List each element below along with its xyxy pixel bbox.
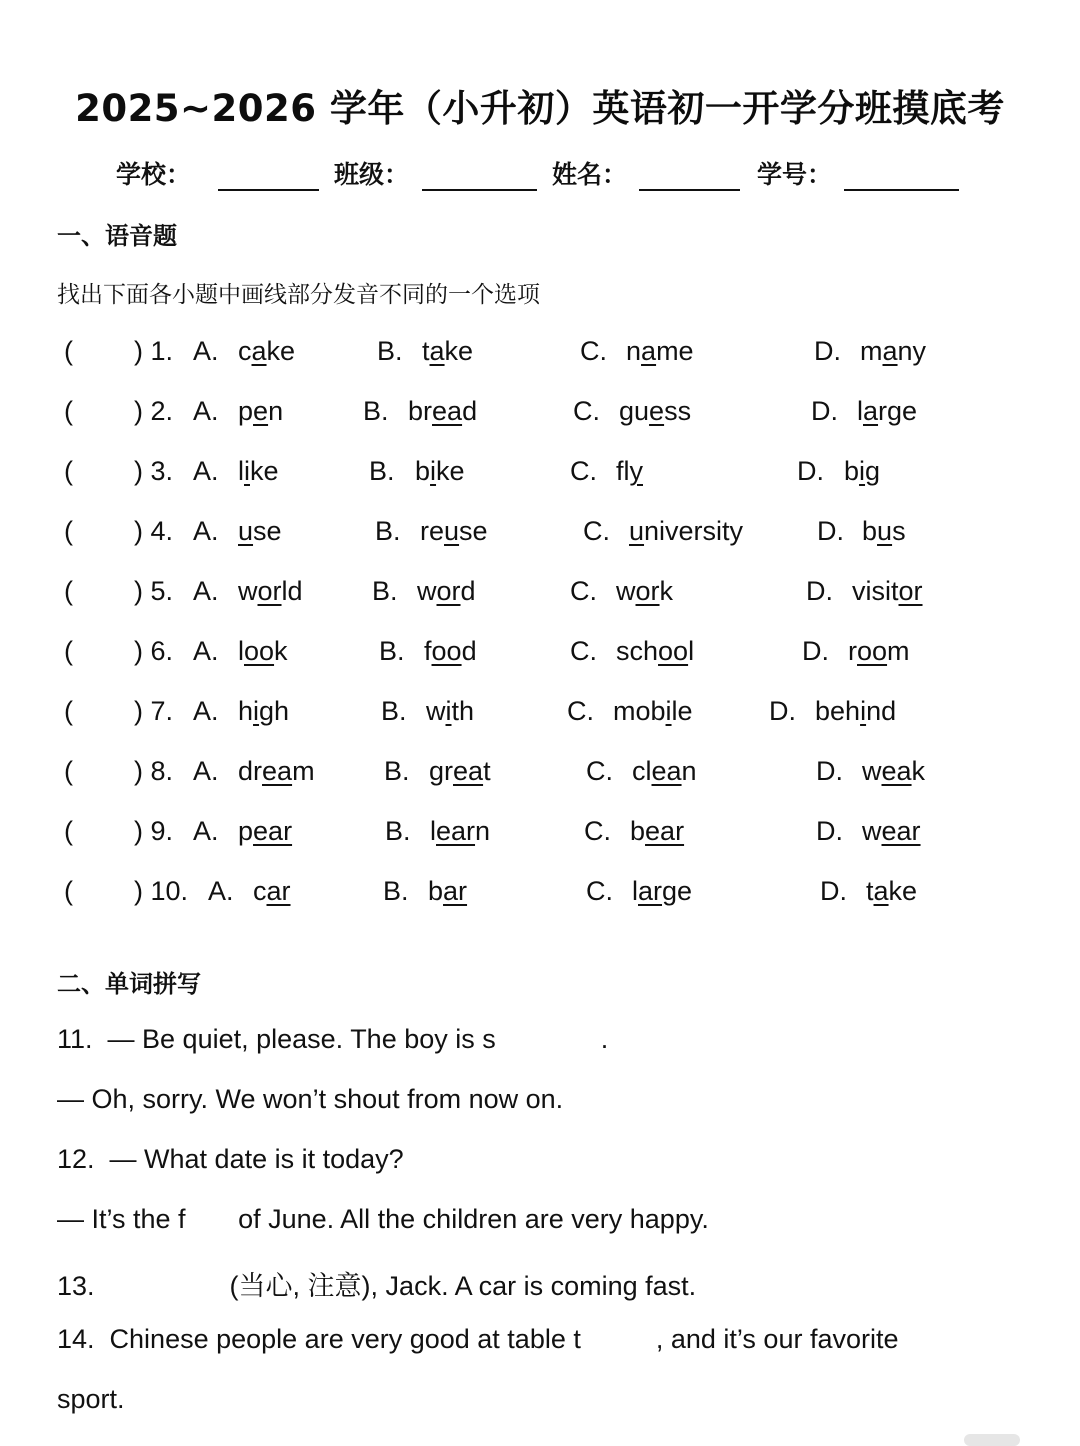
word-suffix: k: [274, 636, 288, 666]
option-word: [430, 816, 490, 847]
word-prefix: w: [417, 576, 437, 606]
word-suffix: me: [656, 336, 694, 366]
word-prefix: b: [415, 456, 431, 486]
spelling-line: 11. — Be quiet, please. The boy is s .: [57, 1024, 609, 1054]
underlined-letters: ea: [432, 396, 463, 426]
answer-bracket[interactable]: (: [64, 396, 73, 426]
underlined-letters: or: [635, 576, 660, 606]
option-letter: B.: [384, 756, 410, 786]
option-letter: B.: [379, 636, 405, 666]
word-prefix: f: [424, 636, 432, 666]
underlined-letters: ar: [638, 876, 663, 906]
option-letter: C.: [567, 696, 594, 726]
name-blank[interactable]: [639, 189, 740, 191]
answer-bracket[interactable]: (: [64, 636, 73, 666]
question-number: ) 9.: [134, 816, 174, 846]
question-number: ) 1.: [134, 336, 174, 366]
option-letter: B.: [372, 576, 398, 606]
word-prefix: gu: [619, 396, 650, 426]
option-letter: A.: [193, 396, 219, 426]
word-suffix: d: [460, 576, 476, 606]
answer-bracket[interactable]: (: [64, 336, 73, 366]
name-label: 姓名：: [552, 160, 628, 189]
option-word: [632, 756, 697, 787]
underlined-letters: ea: [651, 756, 682, 786]
scroll-indicator[interactable]: [964, 1434, 1020, 1446]
word-prefix: t: [866, 876, 874, 906]
option-word: [253, 876, 291, 907]
spelling-line: 14. Chinese people are very good at table t , and it’s our favorite: [57, 1324, 899, 1354]
option-letter: C.: [573, 396, 600, 426]
option-letter: B.: [377, 336, 403, 366]
spelling-line: 13. (当心, 注意), Jack. A car is coming fast.: [57, 1271, 697, 1301]
question-row: [0, 756, 1080, 796]
underlined-letters: ear: [436, 816, 476, 846]
option-letter: A.: [193, 816, 219, 846]
option-word: [815, 696, 896, 727]
word-suffix: se: [253, 516, 282, 546]
word-prefix: l: [857, 396, 863, 426]
question-number: ) 10.: [134, 876, 189, 906]
word-prefix: l: [238, 636, 244, 666]
option-letter: D.: [811, 396, 838, 426]
option-letter: D.: [816, 816, 843, 846]
word-suffix: d: [462, 396, 478, 426]
underlined-letters: a: [882, 336, 898, 366]
word-prefix: b: [862, 516, 878, 546]
word-suffix: k: [911, 756, 926, 786]
answer-bracket[interactable]: (: [64, 576, 73, 606]
option-word: [238, 456, 279, 487]
word-suffix: th: [451, 696, 475, 726]
underlined-letters: i: [665, 696, 672, 726]
word-suffix: d: [461, 636, 477, 666]
option-letter: A.: [193, 336, 219, 366]
word-prefix: r: [848, 636, 857, 666]
option-word: [422, 336, 473, 367]
spelling-line: — It’s the f of June. All the children are very happy.: [57, 1204, 709, 1234]
word-prefix: w: [426, 696, 446, 726]
word-prefix: c: [238, 336, 252, 366]
word-prefix: w: [238, 576, 258, 606]
question-row: [0, 876, 1080, 916]
option-letter: C.: [570, 576, 597, 606]
section-1-instruction: 找出下面各小题中画线部分发音不同的一个选项: [57, 282, 540, 308]
question-number: ) 5.: [134, 576, 174, 606]
word-suffix: ss: [664, 396, 692, 426]
option-word: [632, 876, 692, 907]
option-word: [862, 816, 921, 847]
word-prefix: p: [238, 816, 254, 846]
underlined-letters: e: [649, 396, 665, 426]
option-word: [426, 696, 474, 727]
option-word: [238, 516, 282, 547]
underlined-letters: i: [859, 456, 866, 486]
word-suffix: ge: [662, 876, 693, 906]
option-word: [238, 336, 295, 367]
option-letter: A.: [193, 576, 219, 606]
answer-bracket[interactable]: (: [64, 696, 73, 726]
word-prefix: b: [844, 456, 860, 486]
question-number: ) 7.: [134, 696, 174, 726]
underlined-letters: ea: [453, 756, 484, 786]
option-word: [238, 696, 289, 727]
option-word: [238, 756, 315, 787]
word-suffix: ld: [281, 576, 303, 606]
word-prefix: w: [862, 816, 882, 846]
word-suffix: n: [681, 756, 697, 786]
underlined-letters: or: [436, 576, 461, 606]
underlined-letters: u: [629, 516, 645, 546]
word-suffix: gh: [259, 696, 290, 726]
word-suffix: ke: [436, 456, 465, 486]
underlined-letters: ar: [266, 876, 291, 906]
option-letter: A.: [193, 696, 219, 726]
underlined-letters: ar: [443, 876, 468, 906]
word-prefix: w: [616, 576, 636, 606]
option-letter: A.: [193, 756, 219, 786]
option-word: [238, 576, 303, 607]
option-letter: B.: [363, 396, 389, 426]
option-word: [860, 336, 926, 367]
word-suffix: ke: [888, 876, 918, 906]
section-1-heading: 一、语音题: [57, 222, 177, 250]
word-prefix: cl: [632, 756, 652, 786]
question-row: [0, 696, 1080, 736]
question-number: ) 6.: [134, 636, 174, 666]
word-prefix: beh: [815, 696, 861, 726]
answer-bracket[interactable]: (: [64, 876, 73, 906]
option-letter: A.: [193, 636, 219, 666]
underlined-letters: i: [430, 456, 437, 486]
word-suffix: m: [887, 636, 910, 666]
option-word: [629, 516, 743, 547]
word-prefix: re: [420, 516, 445, 546]
underlined-letters: i: [244, 456, 250, 486]
word-suffix: ke: [444, 336, 474, 366]
school-blank[interactable]: [218, 189, 319, 191]
spelling-line: — Oh, sorry. We won’t shout from now on.: [57, 1084, 564, 1114]
option-letter: D.: [817, 516, 844, 546]
school-label: 学校：: [116, 160, 192, 189]
underlined-letters: ear: [881, 816, 921, 846]
option-letter: D.: [816, 756, 843, 786]
option-word: [852, 576, 923, 607]
underlined-letters: ea: [262, 756, 293, 786]
underlined-letters: u: [238, 516, 254, 546]
option-word: [420, 516, 488, 547]
option-word: [616, 576, 673, 607]
spelling-line: sport.: [57, 1384, 125, 1414]
option-word: [862, 516, 906, 547]
word-suffix: ny: [897, 336, 927, 366]
word-prefix: mob: [613, 696, 666, 726]
word-prefix: w: [862, 756, 882, 786]
option-letter: D.: [806, 576, 833, 606]
word-suffix: l: [688, 636, 695, 666]
option-word: [415, 456, 465, 487]
option-word: [619, 396, 691, 427]
option-word: [857, 396, 917, 427]
underlined-letters: a: [641, 336, 657, 366]
option-letter: B.: [385, 816, 411, 846]
underlined-letters: e: [253, 396, 269, 426]
underlined-letters: a: [863, 396, 879, 426]
word-suffix: n: [475, 816, 491, 846]
word-suffix: ke: [250, 456, 279, 486]
option-letter: B.: [383, 876, 409, 906]
word-prefix: t: [422, 336, 430, 366]
word-suffix: s: [892, 516, 906, 546]
underlined-letters: oo: [857, 636, 888, 666]
number-blank[interactable]: [844, 189, 959, 191]
student-info-row: [0, 155, 1080, 195]
option-letter: A.: [193, 516, 219, 546]
option-word: [428, 876, 467, 907]
word-prefix: visit: [852, 576, 899, 606]
option-word: [238, 396, 283, 427]
underlined-letters: u: [877, 516, 893, 546]
question-number: ) 3.: [134, 456, 174, 486]
option-letter: A.: [208, 876, 234, 906]
question-row: [0, 636, 1080, 676]
word-prefix: l: [632, 876, 638, 906]
word-prefix: sch: [616, 636, 659, 666]
word-prefix: gr: [429, 756, 454, 786]
word-prefix: br: [408, 396, 433, 426]
word-suffix: k: [659, 576, 674, 606]
underlined-letters: or: [257, 576, 282, 606]
underlined-letters: ear: [253, 816, 293, 846]
option-letter: C.: [570, 456, 597, 486]
question-row: [0, 456, 1080, 496]
question-row: [0, 816, 1080, 856]
word-suffix: m: [292, 756, 315, 786]
word-suffix: niversity: [644, 516, 744, 546]
option-letter: D.: [820, 876, 847, 906]
question-row: [0, 336, 1080, 376]
word-prefix: n: [626, 336, 642, 366]
word-prefix: l: [238, 456, 244, 486]
option-word: [848, 636, 910, 667]
underlined-letters: oo: [431, 636, 462, 666]
answer-bracket[interactable]: (: [64, 816, 73, 846]
option-letter: B.: [381, 696, 407, 726]
word-prefix: l: [430, 816, 436, 846]
word-suffix: t: [483, 756, 491, 786]
option-word: [429, 756, 491, 787]
word-prefix: p: [238, 396, 254, 426]
question-number: ) 2.: [134, 396, 174, 426]
option-letter: A.: [193, 456, 219, 486]
exam-title: 2025~2026 学年（小升初）英语初一开学分班摸底考: [75, 87, 1005, 130]
underlined-letters: ea: [881, 756, 912, 786]
underlined-letters: a: [873, 876, 889, 906]
option-word: [424, 636, 477, 667]
option-word: [238, 636, 288, 667]
option-word: [626, 336, 694, 367]
option-word: [862, 756, 925, 787]
question-number: ) 4.: [134, 516, 174, 546]
option-word: [616, 456, 643, 487]
underlined-letters: u: [444, 516, 460, 546]
option-letter: D.: [814, 336, 841, 366]
option-word: [630, 816, 684, 847]
underlined-letters: y: [629, 456, 643, 486]
word-prefix: m: [860, 336, 883, 366]
word-prefix: dr: [238, 756, 263, 786]
option-word: [844, 456, 880, 487]
underlined-letters: ear: [645, 816, 685, 846]
option-letter: D.: [769, 696, 796, 726]
option-letter: C.: [586, 876, 613, 906]
question-row: [0, 396, 1080, 436]
option-word: [417, 576, 476, 607]
question-row: [0, 516, 1080, 556]
question-number: ) 8.: [134, 756, 174, 786]
option-letter: B.: [375, 516, 401, 546]
word-suffix: ke: [266, 336, 296, 366]
option-letter: D.: [802, 636, 829, 666]
option-letter: D.: [797, 456, 824, 486]
word-prefix: b: [630, 816, 646, 846]
word-prefix: h: [238, 696, 254, 726]
spelling-line: 12. — What date is it today?: [57, 1144, 404, 1174]
option-letter: B.: [369, 456, 395, 486]
option-word: [866, 876, 917, 907]
section-2-heading: 二、单词拼写: [57, 970, 201, 998]
underlined-letters: a: [429, 336, 445, 366]
question-row: [0, 576, 1080, 616]
option-word: [238, 816, 292, 847]
word-suffix: g: [865, 456, 881, 486]
word-suffix: rge: [878, 396, 918, 426]
number-label: 学号：: [757, 160, 833, 189]
underlined-letters: i: [860, 696, 867, 726]
answer-bracket[interactable]: (: [64, 516, 73, 546]
underlined-letters: or: [898, 576, 923, 606]
option-letter: C.: [580, 336, 607, 366]
option-letter: C.: [583, 516, 610, 546]
answer-bracket[interactable]: (: [64, 456, 73, 486]
option-word: [613, 696, 693, 727]
underlined-letters: i: [253, 696, 260, 726]
option-letter: C.: [570, 636, 597, 666]
option-letter: C.: [586, 756, 613, 786]
underlined-letters: a: [251, 336, 267, 366]
option-word: [408, 396, 477, 427]
word-suffix: le: [671, 696, 693, 726]
option-word: [616, 636, 694, 667]
word-suffix: se: [459, 516, 488, 546]
word-prefix: b: [428, 876, 444, 906]
class-label: 班级：: [334, 160, 410, 189]
word-prefix: fl: [616, 456, 630, 486]
underlined-letters: i: [445, 696, 452, 726]
underlined-letters: oo: [658, 636, 689, 666]
class-blank[interactable]: [422, 189, 537, 191]
word-suffix: nd: [866, 696, 897, 726]
answer-bracket[interactable]: (: [64, 756, 73, 786]
word-prefix: c: [253, 876, 267, 906]
word-suffix: n: [268, 396, 284, 426]
underlined-letters: oo: [244, 636, 275, 666]
option-letter: C.: [584, 816, 611, 846]
